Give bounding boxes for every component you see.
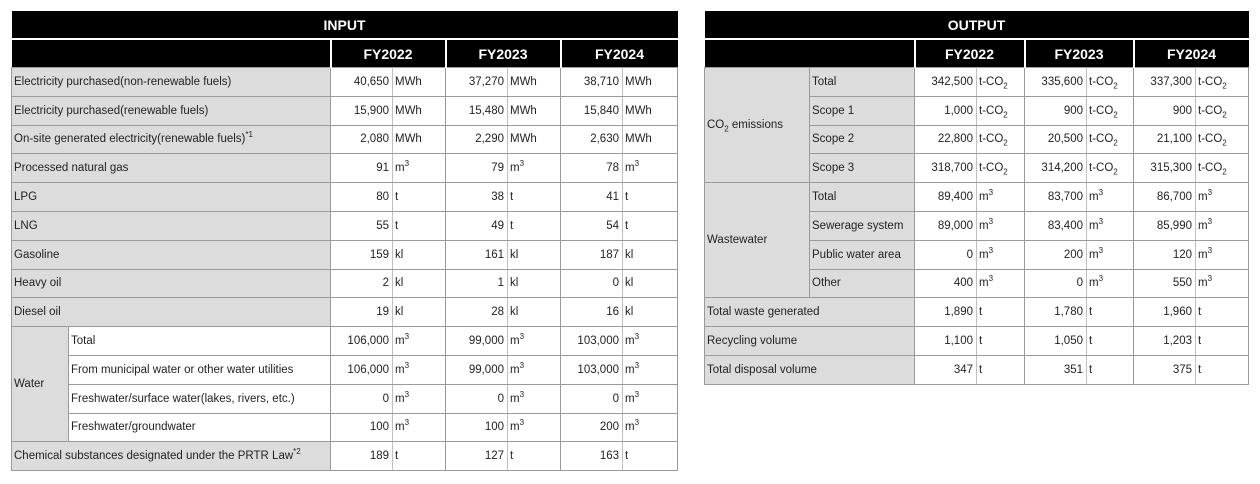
value-cell: 106,000 [331,355,393,384]
value-cell: 0 [915,240,977,269]
unit-cell: $m^3$ [508,355,561,384]
year-header: FY2023 [1025,39,1134,68]
unit-cell: kl [623,269,678,298]
table-row [12,154,678,183]
row-label: Diesel oil [12,298,331,327]
unit-cell: $t-CO_2$ [977,68,1025,97]
unit-cell: MWh [623,68,678,97]
unit-cell: t [623,183,678,212]
value-cell: 38 [446,183,508,212]
value-cell: 2,630 [561,125,623,154]
unit-cell: MWh [508,68,561,97]
unit-cell: $t-CO_2$ [1196,125,1249,154]
value-cell: 22,800 [915,125,977,154]
unit-cell: $m^3$ [508,154,561,183]
value-cell: 89,400 [915,183,977,212]
value-cell: 187 [561,240,623,269]
unit-cell: $m^3$ [977,183,1025,212]
value-cell: 99,000 [446,355,508,384]
value-cell: 100 [446,413,508,442]
year-header: FY2024 [1134,39,1249,68]
sub-label: Freshwater/surface water(lakes, rivers, etc.) [69,384,331,413]
table-row [12,413,678,442]
value-cell: 21,100 [1134,125,1196,154]
value-cell: 15,480 [446,96,508,125]
value-cell: 1,890 [915,298,977,327]
unit-cell: MWh [393,125,446,154]
unit-cell: $m^3$ [1196,269,1249,298]
table-row [12,96,678,125]
sub-label: Scope 3 [810,154,915,183]
unit-cell: $t-CO_2$ [977,96,1025,125]
table-row [12,298,678,327]
unit-cell: $t-CO_2$ [1087,154,1134,183]
unit-cell: t [393,442,446,471]
unit-cell: $m^3$ [977,269,1025,298]
unit-cell: $t-CO_2$ [1087,96,1134,125]
group-label: Wastewater [705,183,810,298]
sub-label: Scope 1 [810,96,915,125]
unit-cell: $t-CO_2$ [1196,96,1249,125]
year-header: FY2023 [446,39,561,68]
value-cell: 103,000 [561,327,623,356]
value-cell: 99,000 [446,327,508,356]
unit-cell: $t-CO_2$ [977,154,1025,183]
group-label: $CO_2$ emissions [705,68,810,183]
value-cell: 0 [446,384,508,413]
unit-cell: $m^3$ [508,413,561,442]
value-cell: 347 [915,355,977,384]
value-cell: 83,700 [1025,183,1087,212]
unit-cell: $t-CO_2$ [1196,154,1249,183]
unit-cell: MWh [393,68,446,97]
value-cell: 342,500 [915,68,977,97]
unit-cell: t [393,183,446,212]
input-header-blank [12,39,331,68]
unit-cell: t [1196,355,1249,384]
unit-cell: kl [623,298,678,327]
value-cell: 20,500 [1025,125,1087,154]
unit-cell: MWh [508,125,561,154]
unit-cell: MWh [623,125,678,154]
value-cell: 0 [1025,269,1087,298]
unit-cell: $m^3$ [1087,240,1134,269]
value-cell: 55 [331,211,393,240]
unit-cell: $t-CO_2$ [977,125,1025,154]
sub-label: Total [810,68,915,97]
unit-cell: $m^3$ [508,327,561,356]
row-label: Gasoline [12,240,331,269]
value-cell: 1 [446,269,508,298]
row-label: Recycling volume [705,327,915,356]
row-label: Chemical substances designated under the PRTR Law$^{*2}$ [12,442,331,471]
unit-cell: $m^3$ [393,355,446,384]
unit-cell: $m^3$ [393,327,446,356]
row-label: Electricity purchased(renewable fuels) [12,96,331,125]
table-row [705,68,1249,97]
unit-cell: kl [508,269,561,298]
unit-cell: t [623,211,678,240]
unit-cell: $m^3$ [977,240,1025,269]
value-cell: 335,600 [1025,68,1087,97]
unit-cell: kl [393,298,446,327]
value-cell: 15,900 [331,96,393,125]
unit-cell: $m^3$ [623,327,678,356]
unit-cell: $m^3$ [393,413,446,442]
value-cell: 83,400 [1025,211,1087,240]
value-cell: 161 [446,240,508,269]
value-cell: 900 [1134,96,1196,125]
year-header: FY2022 [331,39,446,68]
value-cell: 200 [561,413,623,442]
sub-label: Sewerage system [810,211,915,240]
unit-cell: t [508,211,561,240]
value-cell: 0 [331,384,393,413]
value-cell: 38,710 [561,68,623,97]
table-row [705,298,1249,327]
value-cell: 54 [561,211,623,240]
table-row [12,211,678,240]
unit-cell: $m^3$ [623,413,678,442]
unit-cell: $t-CO_2$ [1196,68,1249,97]
unit-cell: t [623,442,678,471]
value-cell: 400 [915,269,977,298]
table-row [705,327,1249,356]
unit-cell: $m^3$ [1196,240,1249,269]
unit-cell: t [393,211,446,240]
unit-cell: t [977,298,1025,327]
year-header: FY2022 [915,39,1025,68]
value-cell: 315,300 [1134,154,1196,183]
unit-cell: $m^3$ [623,355,678,384]
unit-cell: $m^3$ [623,384,678,413]
value-cell: 80 [331,183,393,212]
sub-label: Scope 2 [810,125,915,154]
unit-cell: $m^3$ [977,211,1025,240]
unit-cell: t [1087,355,1134,384]
table-row [12,68,678,97]
unit-cell: t [508,442,561,471]
unit-cell: t [508,183,561,212]
value-cell: 189 [331,442,393,471]
table-row [12,327,678,356]
sub-label: Public water area [810,240,915,269]
value-cell: 375 [1134,355,1196,384]
value-cell: 78 [561,154,623,183]
value-cell: 16 [561,298,623,327]
row-label: On-site generated electricity(renewable fuels)$^{*1}$ [12,125,331,154]
unit-cell: MWh [393,96,446,125]
table-row [12,269,678,298]
value-cell: 2,290 [446,125,508,154]
value-cell: 106,000 [331,327,393,356]
value-cell: 89,000 [915,211,977,240]
value-cell: 318,700 [915,154,977,183]
output-header-blank [705,39,915,68]
unit-cell: kl [508,298,561,327]
value-cell: 49 [446,211,508,240]
table-row [12,355,678,384]
unit-cell: kl [393,240,446,269]
unit-cell: t [1087,327,1134,356]
input-title: INPUT [12,11,678,39]
table-row [705,183,1249,212]
value-cell: 1,100 [915,327,977,356]
value-cell: 86,700 [1134,183,1196,212]
sub-label: Total [69,327,331,356]
value-cell: 103,000 [561,355,623,384]
value-cell: 19 [331,298,393,327]
row-label: Heavy oil [12,269,331,298]
value-cell: 900 [1025,96,1087,125]
table-row [12,442,678,471]
unit-cell: $m^3$ [1087,211,1134,240]
row-label: LNG [12,211,331,240]
value-cell: 0 [561,384,623,413]
value-cell: 2,080 [331,125,393,154]
output-table [704,11,1249,385]
value-cell: 0 [561,269,623,298]
unit-cell: $m^3$ [1087,183,1134,212]
value-cell: 28 [446,298,508,327]
group-label: Water [12,327,69,442]
unit-cell: $m^3$ [393,384,446,413]
value-cell: 337,300 [1134,68,1196,97]
table-row [12,384,678,413]
value-cell: 1,780 [1025,298,1087,327]
unit-cell: MWh [508,96,561,125]
unit-cell: t [1087,298,1134,327]
unit-cell: kl [393,269,446,298]
unit-cell: t [1196,298,1249,327]
unit-cell: $m^3$ [1196,183,1249,212]
value-cell: 15,840 [561,96,623,125]
unit-cell: $m^3$ [1087,269,1134,298]
value-cell: 127 [446,442,508,471]
year-header: FY2024 [561,39,678,68]
sub-label: Freshwater/groundwater [69,413,331,442]
value-cell: 163 [561,442,623,471]
unit-cell: $m^3$ [508,384,561,413]
value-cell: 550 [1134,269,1196,298]
value-cell: 100 [331,413,393,442]
row-label: Processed natural gas [12,154,331,183]
value-cell: 41 [561,183,623,212]
value-cell: 159 [331,240,393,269]
unit-cell: t [1196,327,1249,356]
unit-cell: kl [623,240,678,269]
sub-label: From municipal water or other water utilities [69,355,331,384]
value-cell: 1,203 [1134,327,1196,356]
value-cell: 1,960 [1134,298,1196,327]
row-label: Total waste generated [705,298,915,327]
value-cell: 79 [446,154,508,183]
row-label: LPG [12,183,331,212]
value-cell: 91 [331,154,393,183]
sub-label: Total [810,183,915,212]
row-label: Electricity purchased(non-renewable fuels) [12,68,331,97]
unit-cell: $t-CO_2$ [1087,125,1134,154]
unit-cell: $m^3$ [623,154,678,183]
sub-label: Other [810,269,915,298]
value-cell: 37,270 [446,68,508,97]
value-cell: 2 [331,269,393,298]
value-cell: 200 [1025,240,1087,269]
unit-cell: $m^3$ [393,154,446,183]
unit-cell: MWh [623,96,678,125]
value-cell: 1,050 [1025,327,1087,356]
unit-cell: $t-CO_2$ [1087,68,1134,97]
table-row [705,355,1249,384]
unit-cell: kl [508,240,561,269]
value-cell: 1,000 [915,96,977,125]
table-row [12,125,678,154]
table-row [12,240,678,269]
input-table [11,11,678,471]
value-cell: 351 [1025,355,1087,384]
value-cell: 85,990 [1134,211,1196,240]
output-title: OUTPUT [705,11,1249,39]
value-cell: 314,200 [1025,154,1087,183]
unit-cell: t [977,327,1025,356]
value-cell: 120 [1134,240,1196,269]
unit-cell: $m^3$ [1196,211,1249,240]
unit-cell: t [977,355,1025,384]
value-cell: 40,650 [331,68,393,97]
table-row [12,183,678,212]
row-label: Total disposal volume [705,355,915,384]
